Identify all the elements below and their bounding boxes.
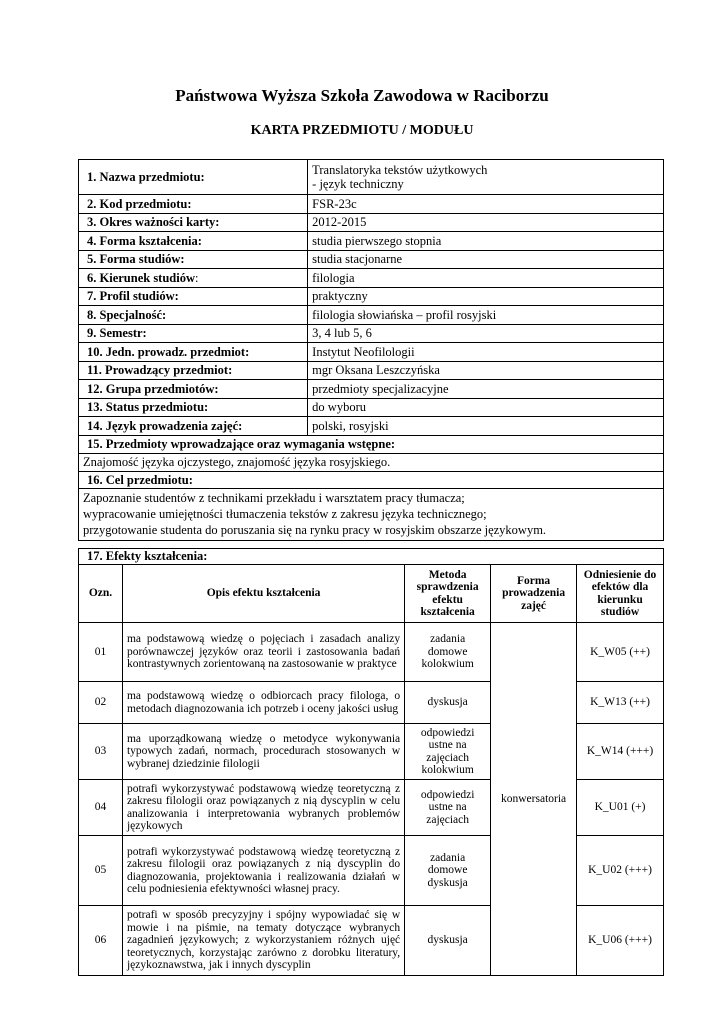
effect-row [79,906,664,976]
info-value: polski, rosyjski [308,417,664,436]
col-header-odniesienie: Odniesienie do efektów dla kierunku studiów [577,565,664,623]
info-label: 7. Profil studiów: [79,287,308,306]
info-value: do wyboru [308,398,664,417]
info-label: 11. Prowadzący przedmiot: [79,361,308,380]
info-value: 2012-2015 [308,213,664,232]
info-row [79,250,664,269]
info-label: 9. Semestr: [79,324,308,343]
effect-method: dyskusja [405,682,491,724]
info-label: 4. Forma kształcenia: [79,232,308,251]
effect-description: ma podstawową wiedzę o pojęciach i zasadach analizy porównawczej języków oraz teorii i zastosowania badań kontrastywnych zorientowaną na zastosowanie w praktyce [122,623,404,682]
info-row [79,361,664,380]
info-value: studia pierwszego stopnia [308,232,664,251]
info-row [79,417,664,436]
effect-reference: K_U02 (+++) [577,836,664,906]
effect-code: 05 [79,836,123,906]
document-title: KARTA PRZEDMIOTU / MODUŁU [250,123,474,138]
info-value-line: Translatoryka tekstów użytkowych [312,163,488,177]
effect-description: potrafi wykorzystywać podstawową wiedzę teoretyczną z zakresu filologii oraz powiązanych z nią dyscyplin w celu analizowania i interpretowania wybranych problemów językowych [122,780,404,836]
effect-row [79,623,664,682]
col-header-metoda: Metoda sprawdzenia efektu kształcenia [405,565,491,623]
info-label: 14. Język prowadzenia zajęć: [79,417,308,436]
info-label: 5. Forma studiów: [79,250,308,269]
effect-code: 02 [79,682,123,724]
info-label: 10. Jedn. prowadz. przedmiot: [79,343,308,362]
info-value: filologia [308,269,664,288]
info-label: 12. Grupa przedmiotów: [79,380,308,399]
section-16-text [79,488,664,540]
learning-outcomes-table [78,548,664,976]
info-value: studia stacjonarne [308,250,664,269]
info-row [79,232,664,251]
info-label: 13. Status przedmiotu: [79,398,308,417]
effect-reference: K_W14 (+++) [577,724,664,780]
info-label: 3. Okres ważności karty: [79,213,308,232]
info-label [79,269,308,288]
effect-form: konwersatoria [491,623,577,976]
section-16-heading-row [79,471,664,488]
col-header-opis: Opis efektu kształcenia [122,565,404,623]
effect-method: dyskusja [405,906,491,976]
effect-method: zadania domowe dyskusja [405,836,491,906]
info-value: mgr Oksana Leszczyńska [308,361,664,380]
goal-line: przygotowanie studenta do poruszania się na rynku pracy w rosyjskim obszarze językowym. [83,523,547,537]
effect-row [79,836,664,906]
section-15-text: Znajomość języka ojczystego, znajomość języka rosyjskiego. [79,453,664,471]
section-16-heading: 16. Cel przedmiotu: [79,471,664,488]
effect-code: 04 [79,780,123,836]
info-row [79,324,664,343]
info-row [79,343,664,362]
effect-code: 06 [79,906,123,976]
effects-heading-row [79,549,664,565]
info-value: Instytut Neofilologii [308,343,664,362]
info-value: przedmioty specjalizacyjne [308,380,664,399]
effect-row [79,682,664,724]
col-header-forma: Forma prowadzenia zajęć [491,565,577,623]
info-value: 3, 4 lub 5, 6 [308,324,664,343]
info-label: 2. Kod przedmiotu: [79,195,308,214]
effect-description: potrafi w sposób precyzyjny i spójny wypowiadać się w mowie i na piśmie, na tematy dotyczące wybranych zagadnień językowych; z wykorzystaniem różnych ujęć teoretycznych, korzystając zarówno z dorobku literatury, językoznawstwa, jak i innych dyscyplin [122,906,404,976]
effect-reference: K_W13 (++) [577,682,664,724]
effect-method: zadania domowe kolokwium [405,623,491,682]
course-info-table [78,159,664,541]
effect-description: ma uporządkowaną wiedzę o metodyce wykonywania typowych zadań, normach, procedurach stosowanych w wybranej dziedzinie filologii [122,724,404,780]
effect-row [79,724,664,780]
effect-method: odpowiedzi ustne na zajęciach [405,780,491,836]
info-row [79,306,664,325]
info-value: filologia słowiańska – profil rosyjski [308,306,664,325]
info-value: praktyczny [308,287,664,306]
section-16-text-row [79,488,664,540]
info-label: 1. Nazwa przedmiotu: [79,160,308,195]
section-15-text-row [79,453,664,471]
info-label-suffix: : [195,270,199,285]
section-15-heading: 15. Przedmioty wprowadzające oraz wymagania wstępne: [79,435,664,453]
effect-description: ma podstawową wiedzę o odbiorcach pracy filologa, o metodach diagnozowania ich potrzeb i oceny jakości usług [122,682,404,724]
effects-header-row [79,565,664,623]
effect-reference: K_W05 (++) [577,623,664,682]
info-row [79,160,664,195]
info-value [308,160,664,195]
effect-code: 03 [79,724,123,780]
effects-heading: 17. Efekty kształcenia: [79,549,664,565]
info-row [79,398,664,417]
effect-reference: K_U01 (+) [577,780,664,836]
effect-reference: K_U06 (+++) [577,906,664,976]
goal-line: Zapoznanie studentów z technikami przekładu i warsztatem pracy tłumacza; [83,491,465,505]
info-value: FSR-23c [308,195,664,214]
institution-title: Państwowa Wyższa Szkoła Zawodowa w Raciborzu [175,86,549,105]
effect-method: odpowiedzi ustne na zajęciach kolokwium [405,724,491,780]
section-15-heading-row [79,435,664,453]
effect-description: potrafi wykorzystywać podstawową wiedzę teoretyczną z zakresu filologii oraz powiązanych z nią dyscyplin do diagnozowania, projektowania i realizowania działań w celu podniesienia efektywności własnej pracy. [122,836,404,906]
info-row [79,269,664,288]
effect-code: 01 [79,623,123,682]
info-row [79,287,664,306]
col-header-ozn: Ozn. [79,565,123,623]
info-label: 8. Specjalność: [79,306,308,325]
info-row [79,213,664,232]
info-value-line: - język techniczny [312,177,404,191]
goal-line: wypracowanie umiejętności tłumaczenia tekstów z zakresu języka technicznego; [83,507,487,521]
info-row [79,195,664,214]
info-row [79,380,664,399]
info-label-text: 6. Kierunek studiów [87,270,196,285]
effect-row [79,780,664,836]
